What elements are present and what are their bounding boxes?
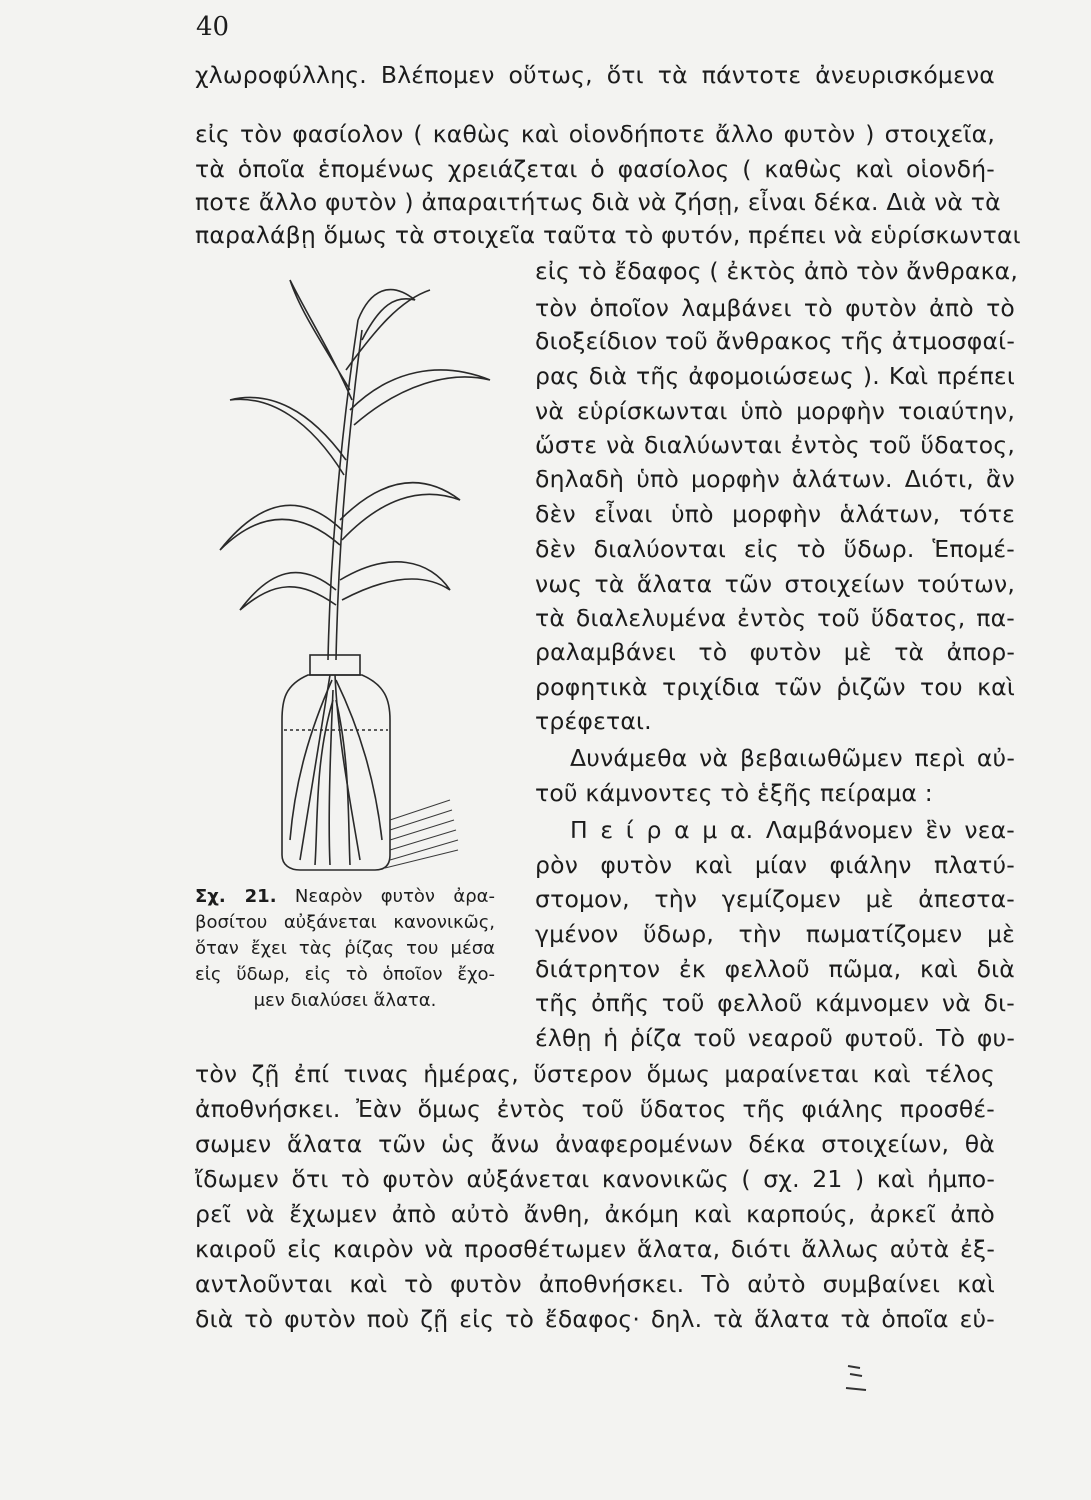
body-line: ρας διὰ τῆς ἀφομοιώσεως ). Καὶ πρέπει xyxy=(535,362,1015,390)
body-line: τρέφεται. xyxy=(535,707,652,735)
body-line: εἰς τὸ ἔδαφος ( ἐκτὸς ἀπὸ τὸν ἄνθρακα, xyxy=(535,257,1019,285)
figure-label: Σχ. 21. xyxy=(195,886,277,907)
body-line: νὰ εὑρίσκωνται ὑπὸ μορφὴν τοιαύτην, xyxy=(535,397,1015,425)
caption-line: μεν διαλύσει ἅλατα. xyxy=(253,990,437,1011)
body-line: χλωροφύλλης. Βλέπομεν οὕτως, ὅτι τὰ πάντοτε ἀνευρισκόμενα xyxy=(195,61,995,89)
printer-mark xyxy=(842,1360,872,1400)
body-line: τοῦ κάμνοντες τὸ ἑξῆς πείραμα : xyxy=(535,779,933,807)
body-line: στομον, τὴν γεμίζομεν μὲ ἀπεστα- xyxy=(535,885,1015,913)
body-line: ἴδωμεν ὅτι τὸ φυτὸν αὐξάνεται κανονικῶς ( σχ. 21 ) καὶ ἠμπο- xyxy=(195,1165,995,1193)
caption-line: βοσίτου αὐξάνεται κανονικῶς, xyxy=(195,912,495,933)
body-line: σωμεν ἅλατα τῶν ὡς ἄνω ἀναφερομένων δέκα στοιχείων, θὰ xyxy=(195,1130,995,1158)
body-line: ροφητικὰ τριχίδια τῶν ῥιζῶν του καὶ xyxy=(535,673,1015,701)
body-line: εἰς τὸν φασίολον ( καθὼς καὶ οἱονδήποτε ἄλλο φυτὸν ) στοιχεῖα, xyxy=(195,120,995,148)
body-line: Δυνάμεθα νὰ βεβαιωθῶμεν περὶ αὐ- xyxy=(570,744,1015,772)
body-line: τὸν ὁποῖον λαμβάνει τὸ φυτὸν ἀπὸ τὸ xyxy=(535,294,1015,322)
caption-line: εἰς ὕδωρ, εἰς τὸ ὁποῖον ἔχο- xyxy=(195,964,495,985)
body-line: ρὸν φυτὸν καὶ μίαν φιάλην πλατύ- xyxy=(535,851,1015,879)
body-line: Π ε ί ρ α μ α. Λαμβάνομεν ἓν νεα- xyxy=(570,816,1015,844)
body-line: δὲν διαλύονται εἰς τὸ ὕδωρ. Ἑπομέ- xyxy=(535,535,1015,563)
body-line: τὸν ζῇ ἐπί τινας ἡμέρας, ὕστερον ὅμως μαραίνεται καὶ τέλος xyxy=(195,1060,995,1088)
page-number: 40 xyxy=(196,12,230,42)
body-line: καιροῦ εἰς καιρὸν νὰ προσθέτωμεν ἅλατα, διότι ἄλλως αὐτὰ ἐξ- xyxy=(195,1235,995,1263)
body-line: ὥστε νὰ διαλύωνται ἐντὸς τοῦ ὕδατος, xyxy=(535,431,1015,459)
body-line: γμένον ὕδωρ, τὴν πωματίζομεν μὲ xyxy=(535,920,1015,948)
body-line: δὲν εἶναι ὑπὸ μορφὴν ἁλάτων, τότε xyxy=(535,500,1015,528)
body-line: ποτε ἄλλο φυτὸν ) ἀπαραιτήτως διὰ νὰ ζήσῃ, εἶναι δέκα. Διὰ νὰ τὰ xyxy=(195,188,1001,216)
body-line: νως τὰ ἅλατα τῶν στοιχείων τούτων, xyxy=(535,570,1015,598)
caption-line: Νεαρὸν φυτὸν ἀρα- xyxy=(294,886,495,907)
body-line: ἀποθνήσκει. Ἐὰν ὅμως ἐντὸς τοῦ ὕδατος τῆς φιάλης προσθέ- xyxy=(195,1095,995,1123)
body-line: τῆς ὀπῆς τοῦ φελλοῦ κάμνομεν νὰ δι- xyxy=(535,989,1015,1017)
body-line: διοξείδιον τοῦ ἄνθρακος τῆς ἀτμοσφαί- xyxy=(535,327,1015,355)
body-line: τὰ διαλελυμένα ἐντὸς τοῦ ὕδατος, πα- xyxy=(535,604,1015,632)
body-line: δηλαδὴ ὑπὸ μορφὴν ἁλάτων. Διότι, ἂν xyxy=(535,465,1015,493)
body-line: ρεῖ νὰ ἔχωμεν ἀπὸ αὐτὸ ἄνθη, ἀκόμη καὶ καρπούς, ἀρκεῖ ἀπὸ xyxy=(195,1200,995,1228)
figure-caption xyxy=(195,884,495,1014)
body-line: έλθῃ ἡ ῥίζα τοῦ νεαροῦ φυτοῦ. Τὸ φυ- xyxy=(535,1024,1015,1052)
maize-plant-illustration xyxy=(190,260,520,880)
body-line: ραλαμβάνει τὸ φυτὸν μὲ τὰ ἀπορ- xyxy=(535,638,1015,666)
body-line: διάτρητον ἐκ φελλοῦ πῶμα, καὶ διὰ xyxy=(535,955,1015,983)
body-line: τὰ ὁποῖα ἑπομένως χρειάζεται ὁ φασίολος ( καθὼς καὶ οἱονδή- xyxy=(195,155,995,183)
caption-line: ὅταν ἔχει τὰς ῥίζας του μέσα xyxy=(195,938,495,959)
body-line: αντλοῦνται καὶ τὸ φυτὸν ἀποθνήσκει. Τὸ αὐτὸ συμβαίνει καὶ xyxy=(195,1270,995,1298)
body-line: διὰ τὸ φυτὸν ποὺ ζῇ εἰς τὸ ἔδαφος· δηλ. τὰ ἅλατα τὰ ὁποῖα εὑ- xyxy=(195,1305,995,1333)
body-line: παραλάβῃ ὅμως τὰ στοιχεῖα ταῦτα τὸ φυτόν, πρέπει νὰ εὑρίσκωνται xyxy=(195,221,1021,249)
